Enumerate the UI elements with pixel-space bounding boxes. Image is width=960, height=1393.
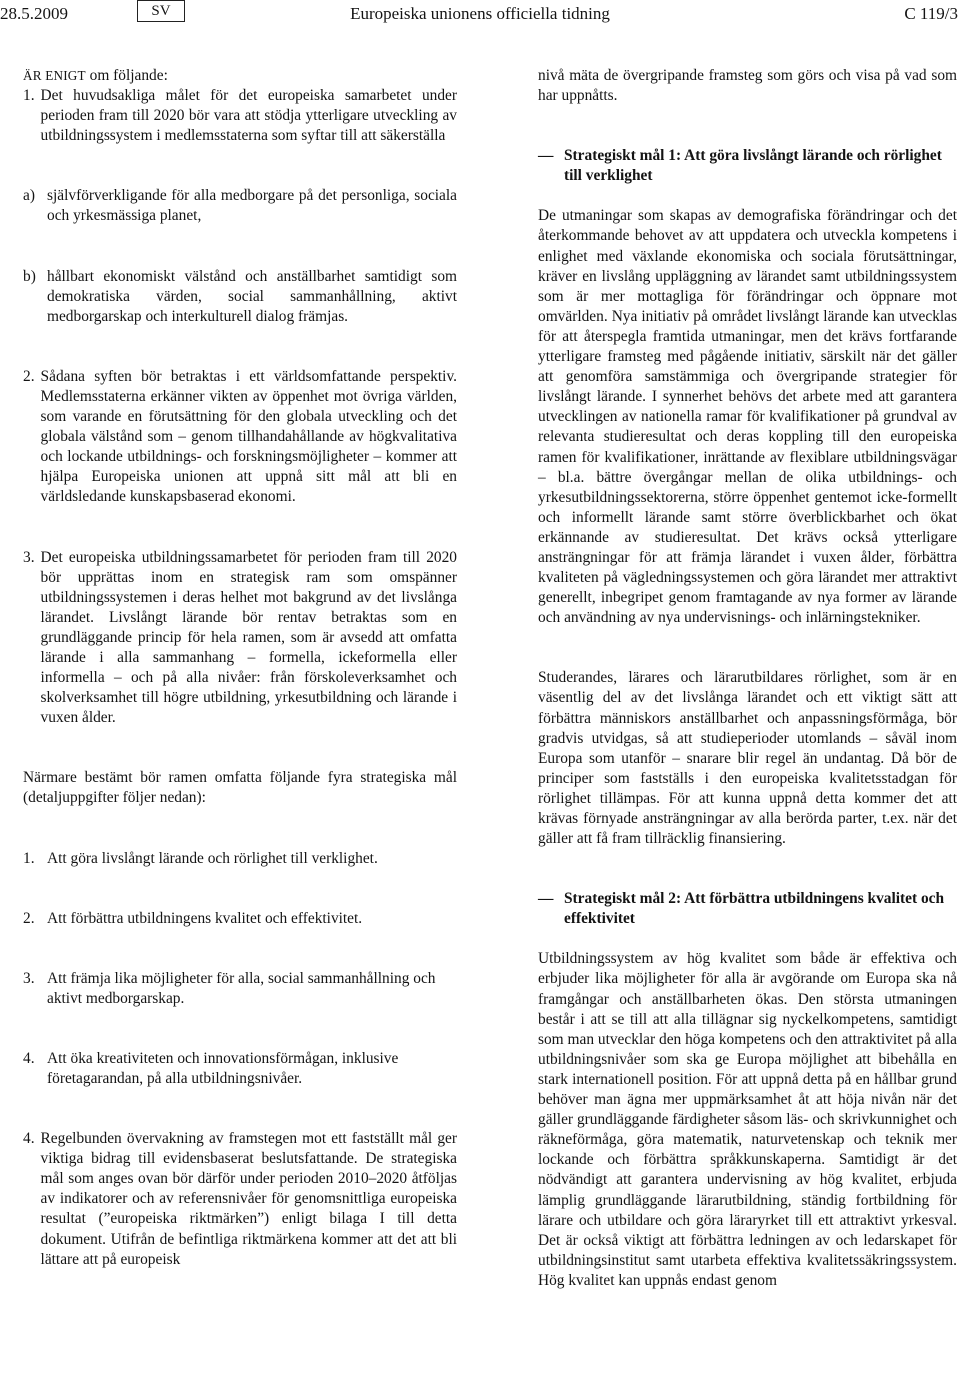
goal-2-heading [538, 889, 957, 929]
goal-2-paragraph-1: Utbildningssystem av hög kvalitet som både är effektiva och erbjuder lika möjligheter för alla är avgörande om Europa ska nå framgångar och anställbarheten ökas. Den största utmaningen består i att se till att alla tillägnar sig nyckelkompetens, samtidigt som man utvecklar den höga kompetens och den attraktivitet på alla utbildningsnivåer som ska ge Europa möjlighet att bibehålla en stark internationell position. För att uppnå detta på en hållbar grund behöver man ägna mer uppmärksamhet åt att höja nivån när det gäller grundläggande färdigheter såsom läs- och skrivkunnighet och räkneförmåga, göra matematik, naturvetenskap och teknik mer lockande och förbättra språkkunskaperna. Samtidigt är det nödvändigt att garantera undervisning av hög kvalitet, erbjuda lämplig grundläggande lärarutbildning, ständig fortbildning för lärare och utbildare och göra läraryrket till ett attraktivt yrkesval. Det är också viktigt att förbättra ledningen av och ledarskapet för utbildningsinstitut samt utarbeta effektiva kvalitetssäkringssystem. Hög kvalitet kan uppnås endast genom [538, 950, 957, 1289]
heading-dash: — [538, 147, 554, 165]
paragraph-1 [23, 86, 457, 146]
paragraph-number: 3. [23, 548, 35, 566]
sub-item-label: a) [23, 187, 35, 205]
goal-list-item [23, 969, 457, 1009]
sub-item-a [23, 186, 457, 226]
agree-line: ÄR ENIGT om följande: [23, 67, 168, 84]
paragraph-text: Det europeiska utbildningssamarbetet för perioden fram till 2020 bör upprättas inom en strategisk ram som omspänner utbildningssystemen i deras helhet mot bakgrund av det livslånga lärandet. Livslångt lärande bör rentav betraktas som en grundläggande princip för hela ramen, som är avsedd att omfatta lärande i alla sammanhang – formella, ickeformella eller informella – och på alla nivåer: från förskoleverksamhet och skolverksamhet till högre utbildning, yrkesutbildning och lärande i vuxen ålder. [40, 548, 457, 727]
goal-list-item [23, 909, 457, 929]
heading-dash: — [538, 890, 554, 908]
paragraph-3-continuation: Närmare bestämt bör ramen omfatta följande fyra strategiska mål (detaljuppgifter följer nedan): [23, 769, 457, 807]
goal-1-paragraph-1: De utmaningar som skapas av demografiska förändringar och det återkommande behovet av att uppdatera och utveckla kompetens i enlighet med växlande ekonomiska och sociala förutsättningar, kräver en livslång uppläggning av lärandet samt utbildningssystem som är mer mottagliga för förändringar och öppnare mot omvärlden. Nya initiativ på området livslångt lärande kan utvecklas för att återspegla framtida utmaningar, men det krävs fortfarande ytterligare framsteg med pågående initiativ, särskilt när det gäller att genomföra samstämmiga och övergripande strategier för livslångt lärande. I synnerhet behövs det arbete med att garantera utvecklingen av nationella ramar för kvalifikationer på grundval av relevanta studieresultat och deras koppling till den europeiska ramen för kvalifikationer, inrättande av flexiblare utbildningsvägar – bl.a. bättre övergångar mellan de olika utbildnings- och yrkesutbildningssektorerna, större öppenhet gentemot icke-formellt och informellt lärande samt större överblickbarhet och ökat erkännande av studieresultat. Det krävs också ytterligare ansträngningar för att främja lärandet i vuxen ålder, förbättra kvaliteten på vägledningssystemen och göra lärandet mer attraktivt generellt, inbegripet genom framtagande av nya former av lärande och användning av nya undervisnings- och inlärningstekniker. [538, 207, 957, 627]
goal-list-item [23, 849, 457, 869]
continued-text: nivå mäta de övergripande framsteg som görs och visa på vad som har uppnåtts. [538, 67, 957, 105]
paragraph-2 [23, 367, 457, 508]
paragraph-number: 2. [23, 367, 35, 385]
paragraph-4 [23, 1129, 457, 1270]
running-header [0, 0, 960, 28]
journal-title: Europeiska unionens officiella tidning [350, 4, 610, 23]
goal-number: 4. [23, 1049, 35, 1067]
sub-item-text: hållbart ekonomiskt välstånd och anställbarhet samtidigt som demokratiska värden, social sammanhållning, aktivt medborgarskap och interkulturell dialog främjas. [47, 267, 457, 325]
heading-text: Strategiskt mål 2: Att förbättra utbildningens kvalitet och effektivitet [564, 890, 945, 928]
paragraph-text: Det huvudsakliga målet för det europeiska samarbetet under perioden fram till 2020 bör vara att stödja ytterligare utveckling av utbildningssystem i medlemsstaterna som syftar till att säkerställa [40, 87, 457, 145]
goal-number: 3. [23, 969, 35, 987]
goal-text: Att öka kreativiteten och innovationsförmågan, inklusive företagarandan, på alla utbildningsnivåer. [47, 1049, 399, 1087]
page-reference: C 119/3 [904, 4, 958, 23]
sub-item-b [23, 267, 457, 327]
goal-1-heading [538, 146, 957, 186]
goal-text: Att göra livslångt lärande och rörlighet till verklighet. [47, 849, 378, 867]
goal-list-item [23, 1049, 457, 1089]
goal-number: 1. [23, 849, 35, 867]
right-column [538, 66, 957, 1291]
language-box: SV [137, 0, 185, 22]
heading-text: Strategiskt mål 1: Att göra livslångt lärande och rörlighet till verklighet [564, 147, 942, 185]
goal-1-paragraph-2: Studerandes, lärares och lärarutbildares rörlighet, som är en väsentlig del av det livslånga lärandet och ett viktigt sätt att förbättra människors anställbarhet och anpassningsförmåga, bör gradvis utvidgas, så att studieperioder utomlands – såväl inom Europa som utanför – snarare blir regel än undantag. Då bör de principer som fastställs i den europeiska kvalitetsstadgan för rörlighet tillämpas. För att kunna uppnå detta kommer det att krävas förnyade ansträngningar av alla berörda parter, t.ex. när det gäller att få fram tillräcklig finansiering. [538, 669, 957, 848]
paragraph-text: Regelbunden övervakning av framstegen mot ett fastställt mål ger viktiga bidrag till evidensbaserat beslutsfattande. De strategiska mål som anges ovan bör därför under perioden 2010–2020 åtföljas av indikatorer och av referensnivåer för genomsnittliga europeiska resultat (”europeiska riktmärken”) enligt bilaga I till detta dokument. Utifrån de befintliga riktmärkena kommer att det att bli lättare att på europeisk [40, 1130, 457, 1268]
sub-item-text: självförverkligande för alla medborgare på det personliga, sociala och yrkesmässiga planet, [47, 187, 457, 225]
issue-date: 28.5.2009 [0, 4, 68, 23]
left-column [23, 66, 457, 1270]
goal-text: Att främja lika möjligheter för alla, social sammanhållning och aktivt medborgarskap. [47, 969, 436, 1007]
goal-number: 2. [23, 909, 35, 927]
paragraph-text: Sådana syften bör betraktas i ett världsomfattande perspektiv. Medlemsstaterna erkänner vikten av öppenhet mot övriga världen, som varande en förutsättning för den globala utveckling och det globala välstånd som – genom tillhandahållande av högkvalitativa och lockande utbildnings- och forskningsmöjligheter – kommer att hjälpa Europeiska unionen att uppnå sitt mål att bli en världsledande kunskapsbaserad ekonomi. [40, 367, 457, 506]
sub-item-label: b) [23, 267, 36, 285]
paragraph-number: 4. [23, 1130, 35, 1148]
paragraph-3 [23, 548, 457, 729]
goal-text: Att förbättra utbildningens kvalitet och effektivitet. [47, 909, 363, 927]
paragraph-number: 1. [23, 87, 35, 105]
